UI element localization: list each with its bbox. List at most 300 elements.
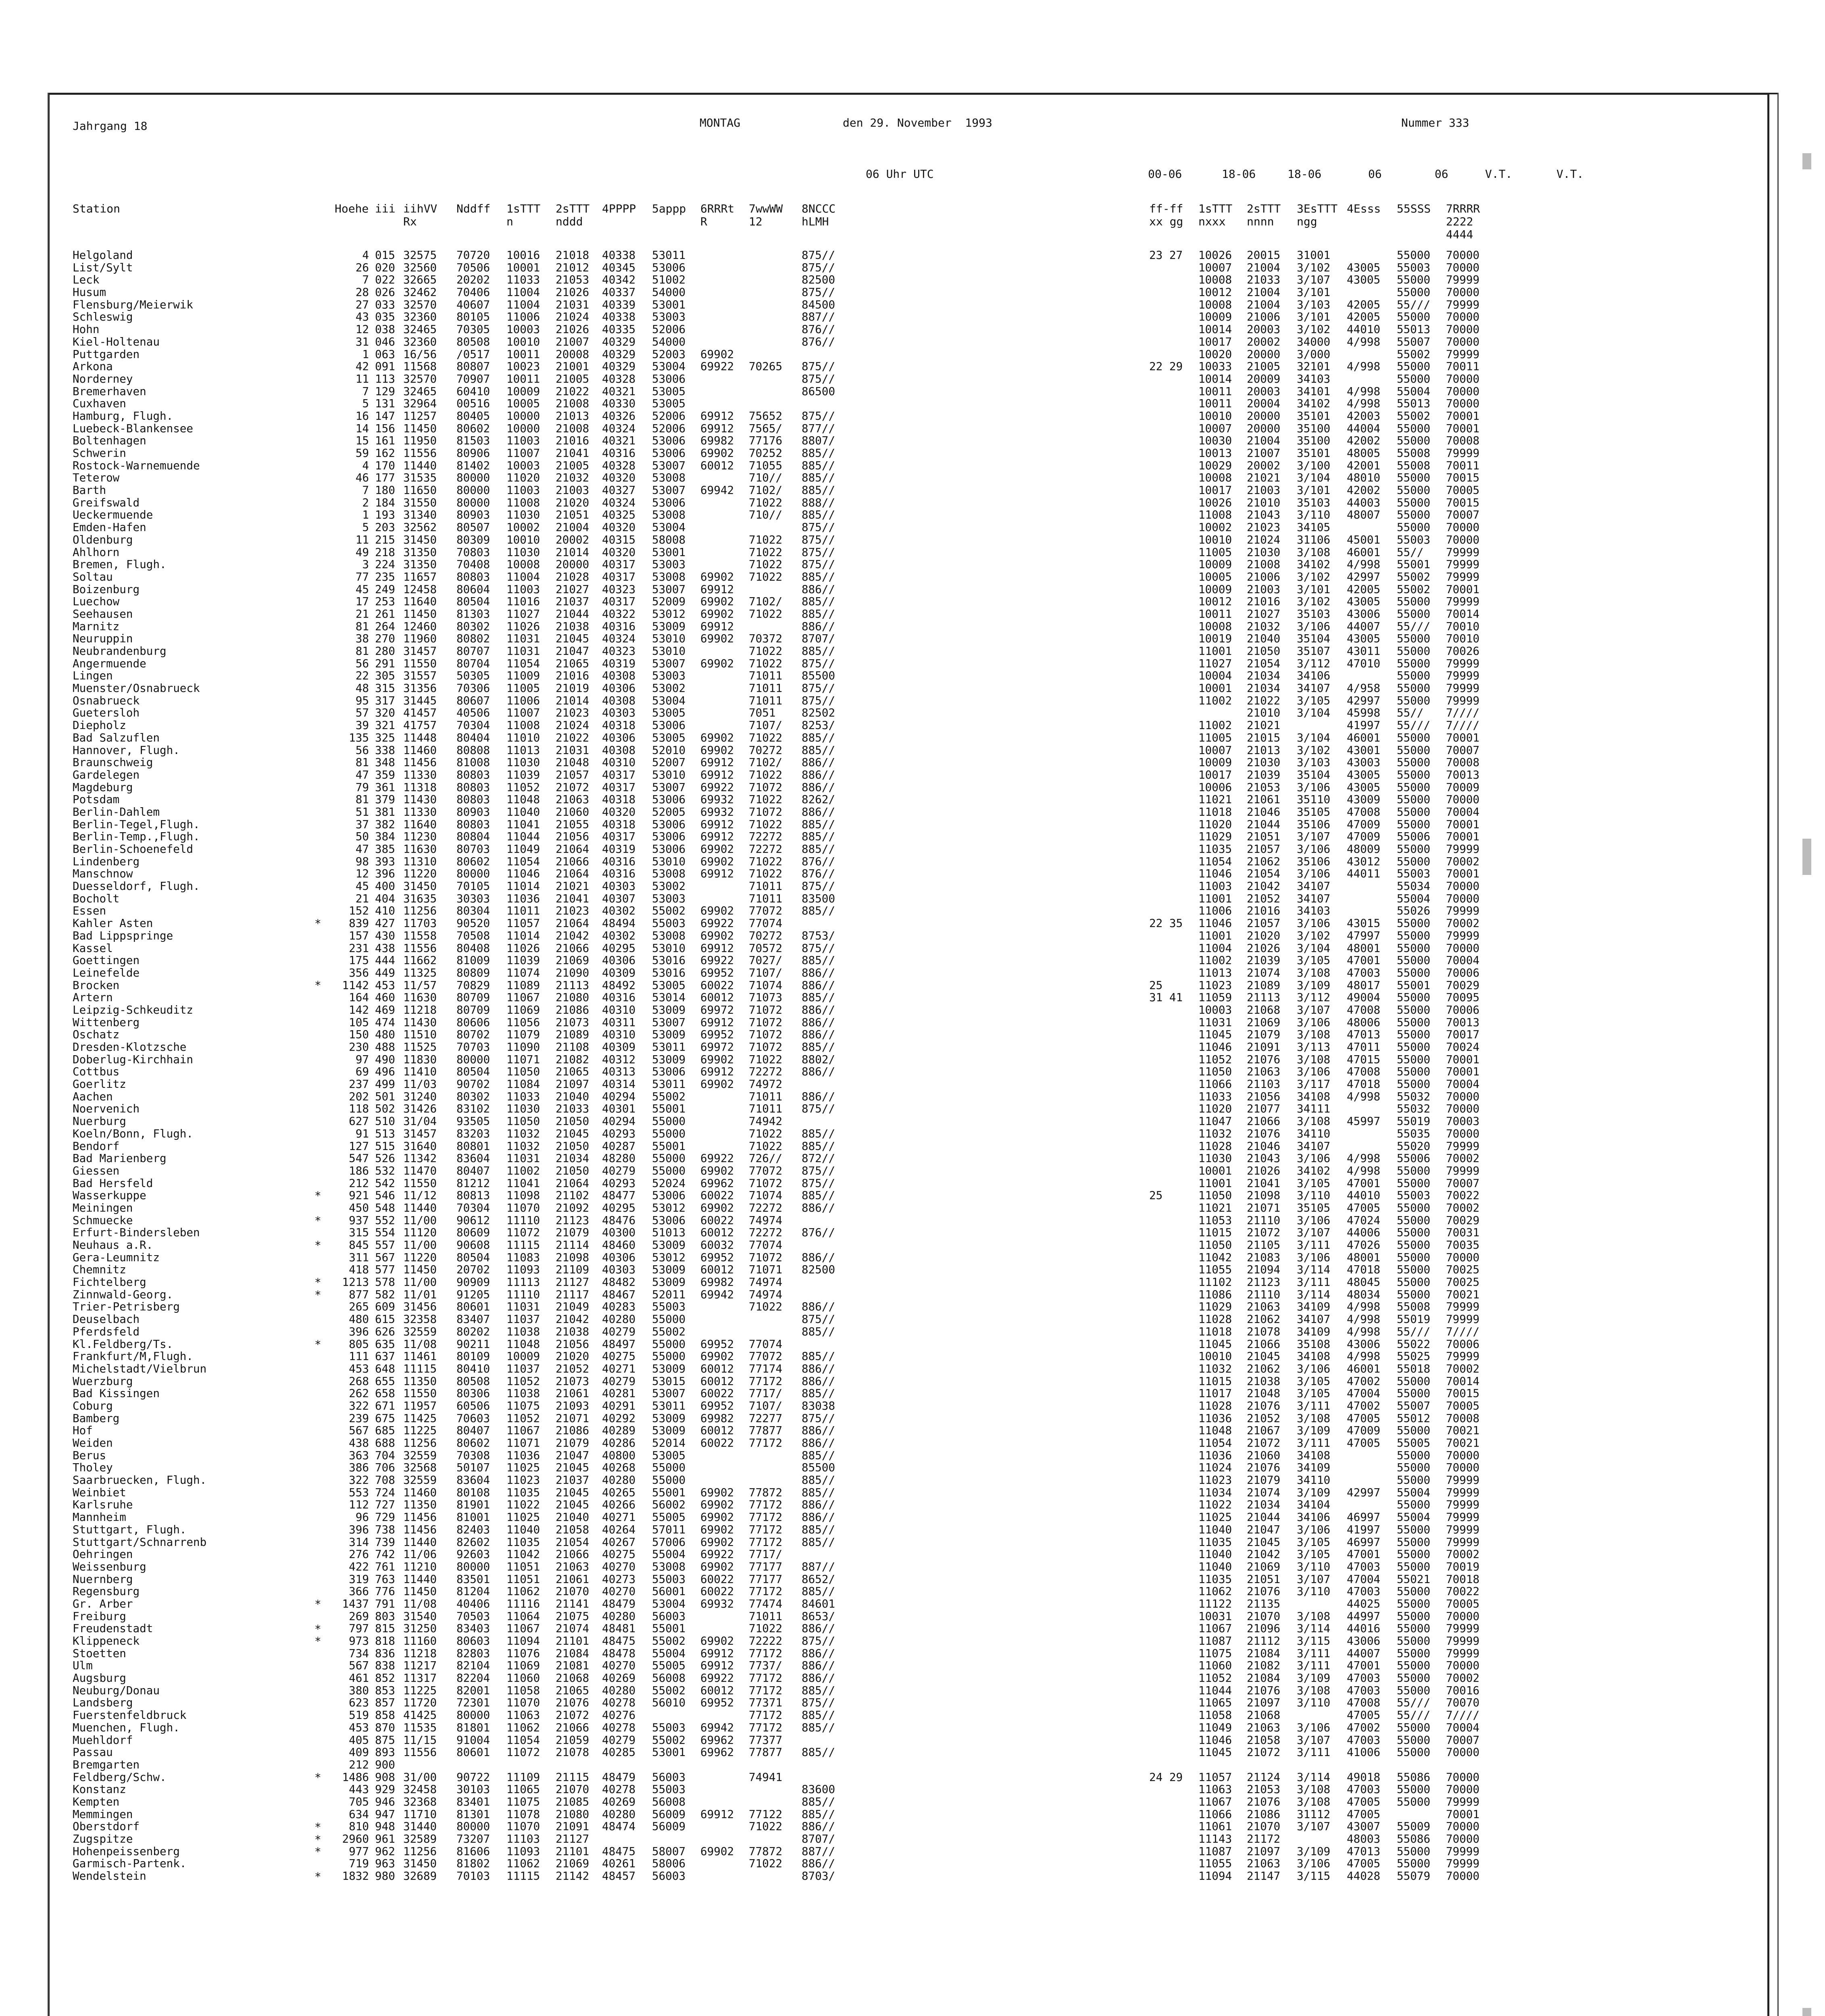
cell-sss: 55000 xyxy=(1397,1226,1431,1239)
cell-nddff: 40506 xyxy=(456,706,490,720)
cell-iii: 438 xyxy=(375,941,395,955)
cell-hoehe: 56 xyxy=(355,656,369,670)
cell-rrr: 69902 xyxy=(700,1510,734,1524)
cell-ess xyxy=(1347,1759,1395,1771)
cell-mn: 21074 xyxy=(1247,1485,1281,1499)
scan-margin-mark xyxy=(1802,2008,1811,2016)
cell-es: 35110 xyxy=(1297,793,1331,806)
cell-es: 3/105 xyxy=(1297,1535,1331,1549)
cell-appp: 53006 xyxy=(652,817,686,831)
cell-ff xyxy=(1149,942,1197,955)
cell-sss: 55000 xyxy=(1397,1387,1431,1400)
cell-es: 3/111 xyxy=(1297,1436,1331,1450)
cell-ttt1: 11070 xyxy=(506,1696,540,1710)
cell-appp: 53009 xyxy=(652,1424,686,1437)
cell-hoehe: 265 xyxy=(349,1300,369,1314)
cell-nddff: 80602 xyxy=(456,854,490,868)
cell-sss: 55000 xyxy=(1397,1844,1431,1858)
cell-www: 71072 xyxy=(749,1028,783,1041)
cell-es: 34104 xyxy=(1297,1498,1331,1512)
cell-sss: 55000 xyxy=(1397,1522,1431,1536)
cell-ff xyxy=(1149,509,1197,521)
cell-ttt1: 11062 xyxy=(506,1585,540,1598)
cell-mn: 21072 xyxy=(1247,1436,1281,1450)
cell-ff xyxy=(1149,1462,1197,1474)
station-name: Ueckermuende xyxy=(73,508,153,522)
cell-pppp xyxy=(602,1759,650,1771)
cell-www xyxy=(749,262,800,274)
cell-es: 32101 xyxy=(1297,360,1331,373)
cell-nddff: 81001 xyxy=(456,1510,490,1524)
station-name: Oehringen xyxy=(73,1547,133,1561)
cell-es: 3/117 xyxy=(1297,1077,1331,1091)
cell-ff xyxy=(1149,1610,1197,1623)
cell-iii: 870 xyxy=(375,1720,395,1734)
mountain-station-star: * xyxy=(315,1635,321,1648)
cell-iii: 546 xyxy=(375,1189,395,1202)
cell-iii: 980 xyxy=(375,1869,395,1883)
cell-ttt2: 21056 xyxy=(556,830,590,843)
cell-pppp: 40317 xyxy=(602,768,636,781)
colhdr-sss: 55SSS xyxy=(1397,202,1431,215)
cell-ff xyxy=(1149,558,1197,571)
station-name: Leck xyxy=(73,273,100,287)
cell-ff xyxy=(1149,1808,1197,1821)
cell-nccc: 885// xyxy=(802,1745,835,1759)
cell-sss: 55006 xyxy=(1397,830,1431,843)
cell-mx: 11003 xyxy=(1198,879,1232,893)
cell-iihvv: 32458 xyxy=(403,1783,437,1796)
cell-nccc: 885// xyxy=(802,1795,835,1808)
cell-hoehe: 91 xyxy=(355,1127,369,1140)
cell-hoehe: 805 xyxy=(349,1337,369,1351)
cell-mn: 21008 xyxy=(1247,558,1281,571)
cell-rrrr: 79999 xyxy=(1446,904,1480,918)
cell-es: 34107 xyxy=(1297,681,1331,695)
cell-sss: 55/// xyxy=(1397,298,1431,311)
cell-rrrr: 70007 xyxy=(1446,508,1480,522)
cell-ess: 47005 xyxy=(1347,1857,1381,1870)
cell-iihvv: 11525 xyxy=(403,1040,437,1054)
cell-es: 3/104 xyxy=(1297,706,1331,720)
cell-mn: 21010 xyxy=(1247,496,1281,509)
cell-mn: 21068 xyxy=(1247,1708,1281,1722)
cell-mx: 11086 xyxy=(1198,1287,1232,1301)
cell-rrr: 69942 xyxy=(700,1287,734,1301)
cell-ttt2: 21050 xyxy=(556,1114,590,1128)
cell-hoehe: 314 xyxy=(349,1535,369,1549)
cell-mn: 21123 xyxy=(1247,1275,1281,1289)
cell-es: 3/108 xyxy=(1297,1052,1331,1066)
cell-ff xyxy=(1149,732,1197,744)
cell-hoehe: 1142 xyxy=(342,978,369,992)
cell-mn: 21016 xyxy=(1247,595,1281,608)
cell-mn: 21039 xyxy=(1247,954,1281,967)
cell-ttt1: 11006 xyxy=(506,694,540,707)
cell-rrr: 69912 xyxy=(700,941,734,955)
cell-iihvv: 11425 xyxy=(403,1411,437,1425)
cell-nccc: 84500 xyxy=(802,298,835,311)
cell-nddff: 80508 xyxy=(456,1374,490,1388)
cell-ttt2: 21060 xyxy=(556,805,590,818)
cell-pppp: 48476 xyxy=(602,1213,636,1227)
cell-mn: 21021 xyxy=(1247,719,1281,732)
cell-nccc: 886// xyxy=(802,805,835,818)
cell-nccc: 875// xyxy=(802,533,835,546)
cell-rrrr: 79999 xyxy=(1446,1312,1480,1326)
cell-ess: 47008 xyxy=(1347,1003,1381,1016)
cell-sss: 55000 xyxy=(1397,1733,1431,1747)
cell-appp: 56009 xyxy=(652,1820,686,1833)
cell-hoehe: 37 xyxy=(355,817,369,831)
cell-hoehe: 480 xyxy=(349,1312,369,1326)
cell-es: 35106 xyxy=(1297,854,1331,868)
cell-rrrr: 79999 xyxy=(1446,842,1480,856)
cell-ttt1: 11004 xyxy=(506,298,540,311)
top-rule xyxy=(48,93,1778,94)
cell-es: 3/102 xyxy=(1297,929,1331,942)
cell-iii: 838 xyxy=(375,1659,395,1672)
cell-rrrr: 70001 xyxy=(1446,867,1480,881)
station-name: Garmisch-Partenk. xyxy=(73,1857,187,1870)
cell-nddff: 70803 xyxy=(456,545,490,559)
cell-mn: 21048 xyxy=(1247,1387,1281,1400)
cell-nddff: 70306 xyxy=(456,681,490,695)
cell-www xyxy=(749,299,800,311)
station-name: Freudenstadt xyxy=(73,1622,153,1635)
cell-ttt2: 21141 xyxy=(556,1597,590,1610)
cell-ttt2: 21019 xyxy=(556,681,590,695)
cell-es: 35105 xyxy=(1297,805,1331,818)
cell-nddff: 80903 xyxy=(456,508,490,522)
cell-mn: 21063 xyxy=(1247,1065,1281,1079)
cell-rrrr: 79999 xyxy=(1446,1646,1480,1660)
cell-nddff: 80304 xyxy=(456,904,490,918)
cell-pppp: 40269 xyxy=(602,1795,636,1808)
cell-www: 71011 xyxy=(749,891,783,905)
cell-pppp: 40308 xyxy=(602,694,636,707)
cell-pppp: 40320 xyxy=(602,521,636,534)
cell-ttt2: 20002 xyxy=(556,533,590,546)
cell-rrr xyxy=(700,1128,747,1140)
cell-ttt1: 11010 xyxy=(506,731,540,744)
cell-mn: 21045 xyxy=(1247,1535,1281,1549)
cell-ttt2: 21081 xyxy=(556,1659,590,1672)
station-name: Hamburg, Flugh. xyxy=(73,409,173,423)
cell-www: 74974 xyxy=(749,1275,783,1289)
cell-mn: 21045 xyxy=(1247,1350,1281,1363)
cell-ttt2: 21059 xyxy=(556,1733,590,1747)
cell-mx: 11023 xyxy=(1198,1473,1232,1487)
cell-rrrr: 70000 xyxy=(1446,1448,1480,1462)
cell-nddff: 60410 xyxy=(456,384,490,398)
cell-appp: 53010 xyxy=(652,768,686,781)
cell-nccc: 875// xyxy=(802,681,835,695)
cell-iihvv: 11960 xyxy=(403,632,437,646)
station-name: Schmuecke xyxy=(73,1213,133,1227)
column-ess xyxy=(1347,249,1395,1883)
cell-hoehe: 4 xyxy=(362,248,369,262)
cell-www: 71022 xyxy=(749,768,783,781)
cell-iihvv: 11218 xyxy=(403,1646,437,1660)
cell-rrrr: 79999 xyxy=(1446,1498,1480,1512)
station-name: Bendorf xyxy=(73,1139,120,1153)
cell-sss: 55000 xyxy=(1397,1857,1431,1870)
cell-es: 34110 xyxy=(1297,1127,1331,1140)
cell-hoehe: 212 xyxy=(349,1758,369,1771)
cell-ess: 47005 xyxy=(1347,1807,1381,1821)
cell-hoehe: 363 xyxy=(349,1448,369,1462)
cell-appp: 57006 xyxy=(652,1535,686,1549)
cell-www: 70265 xyxy=(749,360,783,373)
cell-ttt1: 11007 xyxy=(506,706,540,720)
cell-es: 3/111 xyxy=(1297,1659,1331,1672)
station-name: Landsberg xyxy=(73,1696,133,1710)
station-name: Puttgarden xyxy=(73,347,140,361)
cell-sss: 55021 xyxy=(1397,1572,1431,1586)
cell-sss: 55/// xyxy=(1397,1708,1431,1722)
station-name: Bad Kissingen xyxy=(73,1387,160,1400)
cell-iihvv: 11456 xyxy=(403,1522,437,1536)
cell-ttt1: 11071 xyxy=(506,1052,540,1066)
cell-nccc: 885// xyxy=(802,904,835,918)
cell-hoehe: 453 xyxy=(349,1720,369,1734)
cell-rrrr: 70000 xyxy=(1446,372,1480,385)
cell-ess: 4/998 xyxy=(1347,558,1381,571)
cell-sss: 55008 xyxy=(1397,1300,1431,1314)
cell-ttt1: 11006 xyxy=(506,310,540,324)
cell-ttt1: 11022 xyxy=(506,1498,540,1512)
cell-pppp: 40286 xyxy=(602,1436,636,1450)
cell-ttt2: 21114 xyxy=(556,1238,590,1252)
station-name: Neuruppin xyxy=(73,632,133,646)
cell-iihvv: 11450 xyxy=(403,421,437,435)
cell-ff: 22 29 xyxy=(1149,360,1183,373)
cell-iihvv: 32562 xyxy=(403,521,437,534)
column-mx xyxy=(1198,249,1246,1883)
cell-rrr xyxy=(700,1771,747,1784)
cell-ttt1: 10009 xyxy=(506,384,540,398)
cell-sss: 55000 xyxy=(1397,805,1431,818)
cell-appp: 53011 xyxy=(652,1399,686,1412)
cell-mx: 11046 xyxy=(1198,1733,1232,1747)
cell-mn: 21032 xyxy=(1247,619,1281,633)
cell-iihvv: 11650 xyxy=(403,483,437,497)
station-name: Wuerzburg xyxy=(73,1374,133,1388)
cell-sss: 55000 xyxy=(1397,731,1431,744)
station-name: Noervenich xyxy=(73,1102,140,1116)
cell-ff xyxy=(1149,1685,1197,1697)
cell-hoehe: 118 xyxy=(349,1102,369,1116)
colhdr-nccc: 8NCCC xyxy=(802,202,836,215)
cell-rrr xyxy=(700,1709,747,1722)
station-name: Cuxhaven xyxy=(73,397,126,410)
cell-sss: 55000 xyxy=(1397,644,1431,658)
cell-appp: 55004 xyxy=(652,1646,686,1660)
cell-pppp: 40306 xyxy=(602,731,636,744)
cell-ff xyxy=(1149,1425,1197,1437)
station-name: Potsdam xyxy=(73,793,120,806)
cell-appp: 53012 xyxy=(652,1250,686,1264)
cell-es: 3/106 xyxy=(1297,780,1331,794)
column-ff xyxy=(1149,249,1197,1883)
cell-rrrr: 70000 xyxy=(1446,1461,1480,1475)
cell-rrr: 69912 xyxy=(700,817,734,831)
cell-nddff: 80404 xyxy=(456,731,490,744)
cell-pppp: 40317 xyxy=(602,780,636,794)
station-name: Arkona xyxy=(73,360,113,373)
period-0006: 00-06 xyxy=(1148,167,1182,181)
cell-hoehe: 212 xyxy=(349,1176,369,1190)
cell-hoehe: 623 xyxy=(349,1696,369,1710)
cell-hoehe: 322 xyxy=(349,1399,369,1412)
cell-iii: 453 xyxy=(375,978,395,992)
cell-es: 34107 xyxy=(1297,1139,1331,1153)
cell-mn: 21094 xyxy=(1247,1263,1281,1277)
cell-rrr: 69902 xyxy=(700,1522,734,1536)
station-name: Aachen xyxy=(73,1089,113,1103)
cell-iii: 224 xyxy=(375,558,395,571)
cell-ess xyxy=(1347,521,1395,534)
cell-hoehe: 96 xyxy=(355,1510,369,1524)
cell-appp: 53008 xyxy=(652,570,686,583)
cell-mx: 11029 xyxy=(1198,830,1232,843)
station-name: Berlin-Schoenefeld xyxy=(73,842,194,856)
cell-hoehe: 269 xyxy=(349,1609,369,1623)
cell-sss: 55034 xyxy=(1397,879,1431,893)
station-name: Chemnitz xyxy=(73,1263,126,1277)
cell-sss: 55000 xyxy=(1397,360,1431,373)
cell-pppp: 48494 xyxy=(602,916,636,930)
cell-pppp: 40342 xyxy=(602,273,636,287)
cell-mx: 11029 xyxy=(1198,1300,1232,1314)
cell-pppp: 40271 xyxy=(602,1510,636,1524)
cell-ess: 42997 xyxy=(1347,1485,1381,1499)
colhdr-www: 7wwWW xyxy=(749,202,783,215)
cell-es: 3/106 xyxy=(1297,867,1331,881)
cell-rrrr: 70000 xyxy=(1446,323,1480,336)
cell-mn: 21097 xyxy=(1247,1696,1281,1710)
cell-appp: 55003 xyxy=(652,1783,686,1796)
cell-ff xyxy=(1149,843,1197,856)
cell-sss: 55013 xyxy=(1397,397,1431,410)
cell-rrr xyxy=(700,472,747,484)
cell-rrr: 60022 xyxy=(700,1436,734,1450)
cell-www: 71022 xyxy=(749,1127,783,1140)
cell-www: 77377 xyxy=(749,1733,783,1747)
cell-nccc: 886// xyxy=(802,1003,835,1016)
cell-iii: 685 xyxy=(375,1424,395,1437)
cell-pppp: 40279 xyxy=(602,1164,636,1177)
cell-rrr: 69902 xyxy=(700,347,734,361)
cell-nccc: 885// xyxy=(802,842,835,856)
cell-pppp: 40329 xyxy=(602,335,636,348)
cell-ff xyxy=(1149,1115,1197,1128)
cell-ff xyxy=(1149,1066,1197,1078)
cell-rrrr xyxy=(1446,1759,1494,1771)
cell-mx: 11050 xyxy=(1198,1238,1232,1252)
cell-ttt1: 11035 xyxy=(506,1535,540,1549)
cell-nccc: 875// xyxy=(802,656,835,670)
cell-ttt2: 21078 xyxy=(556,1745,590,1759)
cell-hoehe: 1437 xyxy=(342,1597,369,1610)
cell-iii: 410 xyxy=(375,904,395,918)
cell-nccc: 886// xyxy=(802,1498,835,1512)
cell-nccc: 82500 xyxy=(802,1263,835,1277)
cell-appp: 53002 xyxy=(652,879,686,893)
cell-iihvv: 32559 xyxy=(403,1325,437,1338)
cell-nddff: 70305 xyxy=(456,323,490,336)
station-name: Helgoland xyxy=(73,248,133,262)
cell-iihvv: 11217 xyxy=(403,1659,437,1672)
colhdr-ff: ff-ff xyxy=(1149,202,1183,215)
cell-rrr: 69942 xyxy=(700,1720,734,1734)
cell-ff xyxy=(1149,1536,1197,1549)
station-name: Leinefelde xyxy=(73,966,140,979)
cell-ff xyxy=(1149,880,1197,893)
cell-pppp: 40310 xyxy=(602,756,636,769)
cell-pppp: 40335 xyxy=(602,323,636,336)
cell-rrr xyxy=(700,1820,747,1833)
cell-ttt2: 21066 xyxy=(556,854,590,868)
cell-mx: 11002 xyxy=(1198,954,1232,967)
cell-appp: 55005 xyxy=(652,1659,686,1672)
cell-iihvv: 31457 xyxy=(403,644,437,658)
cell-hoehe: 438 xyxy=(349,1436,369,1450)
cell-iihvv: 11640 xyxy=(403,817,437,831)
cell-rrrr: 70000 xyxy=(1446,1820,1480,1833)
cell-www: 71072 xyxy=(749,1176,783,1190)
cell-es: 3/107 xyxy=(1297,1003,1331,1016)
cell-www: 74974 xyxy=(749,1287,783,1301)
cell-ff xyxy=(1149,435,1197,447)
cell-ttt1: 11050 xyxy=(506,1114,540,1128)
cell-www: 72272 xyxy=(749,842,783,856)
cell-ff xyxy=(1149,1647,1197,1660)
cell-www: 71022 xyxy=(749,533,783,546)
cell-rrr xyxy=(700,558,747,571)
cell-ttt1: 11109 xyxy=(506,1770,540,1784)
station-name: Dresden-Klotzsche xyxy=(73,1040,187,1054)
cell-ff xyxy=(1149,1845,1197,1858)
cell-www: 70252 xyxy=(749,446,783,460)
cell-rrr xyxy=(700,880,747,893)
cell-ttt1: 10011 xyxy=(506,372,540,385)
cell-mn: 21074 xyxy=(1247,966,1281,979)
cell-rrrr: 70001 xyxy=(1446,817,1480,831)
cell-rrrr: 70003 xyxy=(1446,1114,1480,1128)
cell-appp: 53008 xyxy=(652,508,686,522)
cell-mn: 21034 xyxy=(1247,1498,1281,1512)
cell-iii: 963 xyxy=(375,1857,395,1870)
cell-mx: 10001 xyxy=(1198,1164,1232,1177)
cell-nddff: 80000 xyxy=(456,1560,490,1573)
cell-rrr: 69902 xyxy=(700,570,734,583)
cell-ff xyxy=(1149,695,1197,707)
cell-ff xyxy=(1149,1363,1197,1375)
cell-sss: 55002 xyxy=(1397,409,1431,423)
cell-iii: 480 xyxy=(375,1028,395,1041)
cell-mx: 11048 xyxy=(1198,1424,1232,1437)
cell-mx: 11042 xyxy=(1198,1250,1232,1264)
cell-ttt2: 21142 xyxy=(556,1869,590,1883)
cell-ff xyxy=(1149,1239,1197,1252)
cell-ttt1: 11004 xyxy=(506,285,540,299)
cell-rrrr: 70000 xyxy=(1446,1770,1480,1784)
cell-ttt2: 21084 xyxy=(556,1646,590,1660)
cell-pppp: 40294 xyxy=(602,1114,636,1128)
cell-ttt1: 11036 xyxy=(506,1448,540,1462)
